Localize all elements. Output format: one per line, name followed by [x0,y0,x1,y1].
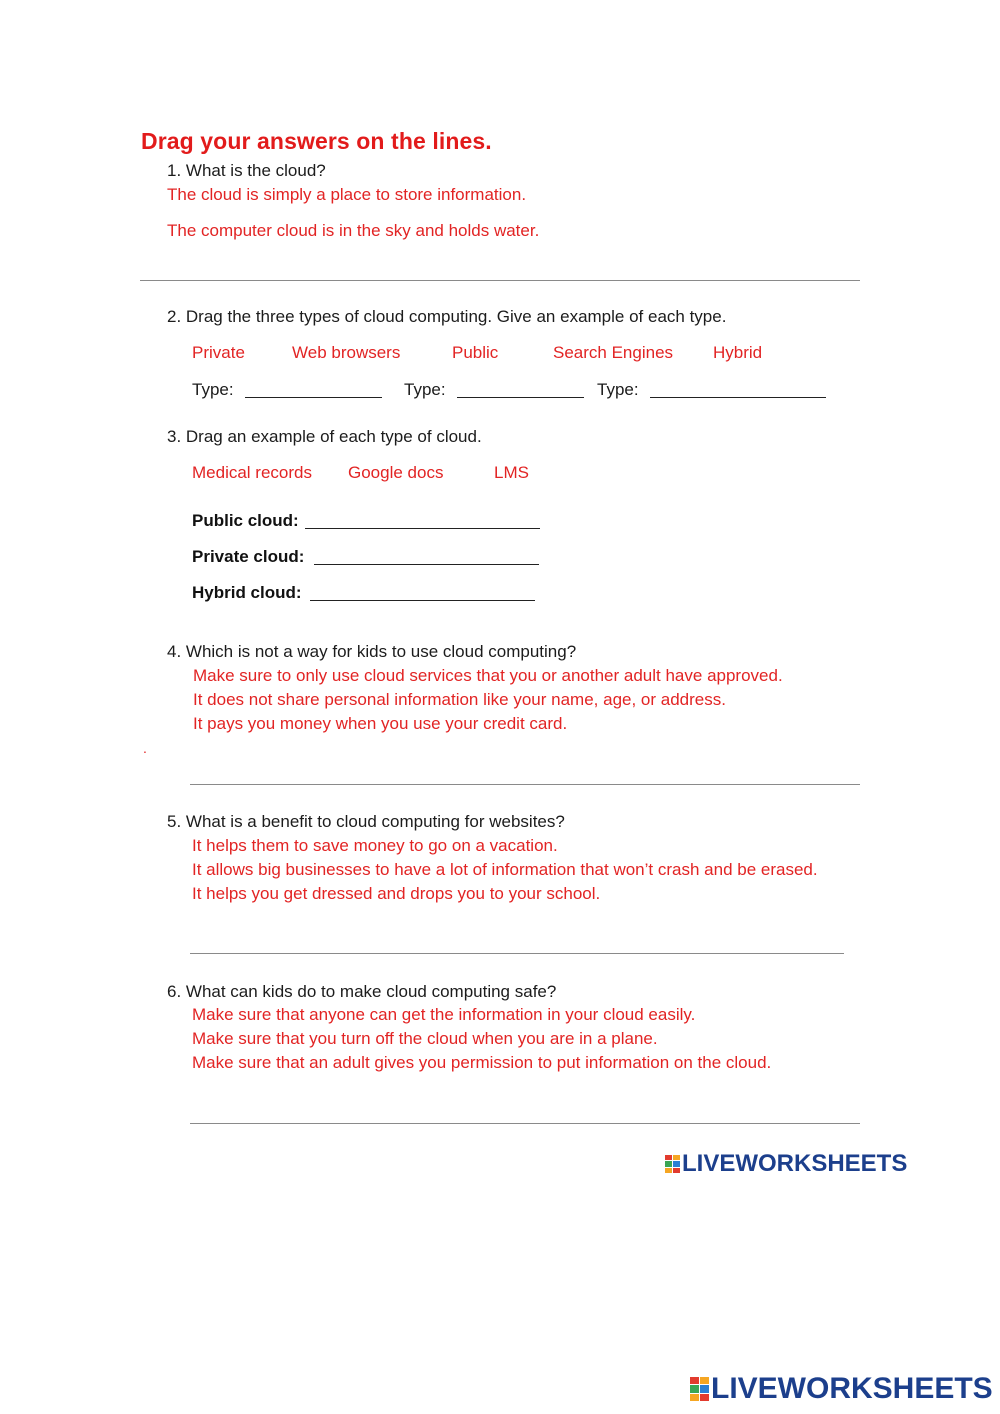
answer-option[interactable]: Hybrid [713,343,763,362]
hybrid-cloud-label: Hybrid cloud: [192,583,302,602]
logo-text: LIVEWORKSHEETS [711,1372,993,1405]
liveworksheets-logo [665,1150,907,1178]
type-blank-2[interactable] [457,397,584,398]
logo-mark-square [665,1155,672,1161]
liveworksheets-footer-logo [690,1372,993,1406]
answer-line-q1[interactable] [140,280,860,281]
logo-text: LIVEWORKSHEETS [682,1150,908,1177]
hybrid-cloud-blank[interactable] [310,600,535,601]
answer-option[interactable]: Make sure that you turn off the cloud when you are in a plane. [192,1029,658,1048]
answer-option[interactable]: Web browsers [292,343,401,362]
answer-option[interactable]: It helps them to save money to go on a vacation. [192,836,558,855]
logo-mark-square [700,1385,709,1392]
logo-mark-square [673,1168,680,1174]
type-blank-1[interactable] [245,397,382,398]
answer-option[interactable]: Make sure to only use cloud services that you or another adult have approved. [193,666,783,685]
logo-mark-square [690,1394,699,1401]
logo-mark-square [690,1377,699,1384]
logo-mark-square [700,1394,709,1401]
answer-line-q6[interactable] [190,1123,860,1124]
answer-option[interactable]: The computer cloud is in the sky and holds water. [167,221,540,240]
answer-option[interactable]: Search Engines [553,343,674,362]
answer-option[interactable]: Private [192,343,245,362]
type-blank-3[interactable] [650,397,826,398]
question-2: 2. Drag the three types of cloud computing. Give an example of each type. [167,307,727,326]
type-label: Type: [404,380,446,399]
public-cloud-blank[interactable] [305,528,540,529]
answer-option[interactable]: It pays you money when you use your credit card. [193,714,568,733]
type-label: Type: [597,380,639,399]
answer-option[interactable]: LMS [494,463,529,482]
question-3: 3. Drag an example of each type of cloud. [167,427,482,446]
answer-option[interactable]: It allows big businesses to have a lot of information that won’t crash and be erased. [192,860,818,879]
question-4: 4. Which is not a way for kids to use cloud computing? [167,642,577,661]
answer-line-q5[interactable] [190,953,844,954]
stray-mark: . [143,740,147,756]
question-6: 6. What can kids do to make cloud computing safe? [167,982,557,1001]
liveworksheets-mark-icon [690,1377,709,1401]
worksheet-title: Drag your answers on the lines. [141,128,492,154]
logo-mark-square [700,1377,709,1384]
answer-option[interactable]: Public [452,343,499,362]
question-5: 5. What is a benefit to cloud computing for websites? [167,812,565,831]
answer-option[interactable]: Google docs [348,463,444,482]
logo-mark-square [673,1161,680,1167]
answer-option[interactable]: Medical records [192,463,312,482]
public-cloud-label: Public cloud: [192,511,299,530]
answer-line-q4[interactable] [190,784,860,785]
logo-mark-square [665,1168,672,1174]
answer-option[interactable]: It does not share personal information like your name, age, or address. [193,690,726,709]
logo-mark-square [690,1385,699,1392]
answer-option[interactable]: Make sure that an adult gives you permission to put information on the cloud. [192,1053,772,1072]
question-1: 1. What is the cloud? [167,161,326,180]
private-cloud-label: Private cloud: [192,547,305,566]
answer-option[interactable]: Make sure that anyone can get the information in your cloud easily. [192,1005,696,1024]
answer-option[interactable]: The cloud is simply a place to store information. [167,185,527,204]
logo-mark-square [673,1155,680,1161]
private-cloud-blank[interactable] [314,564,539,565]
liveworksheets-mark-icon [665,1155,680,1174]
type-label: Type: [192,380,234,399]
logo-mark-square [665,1161,672,1167]
answer-option[interactable]: It helps you get dressed and drops you to your school. [192,884,601,903]
